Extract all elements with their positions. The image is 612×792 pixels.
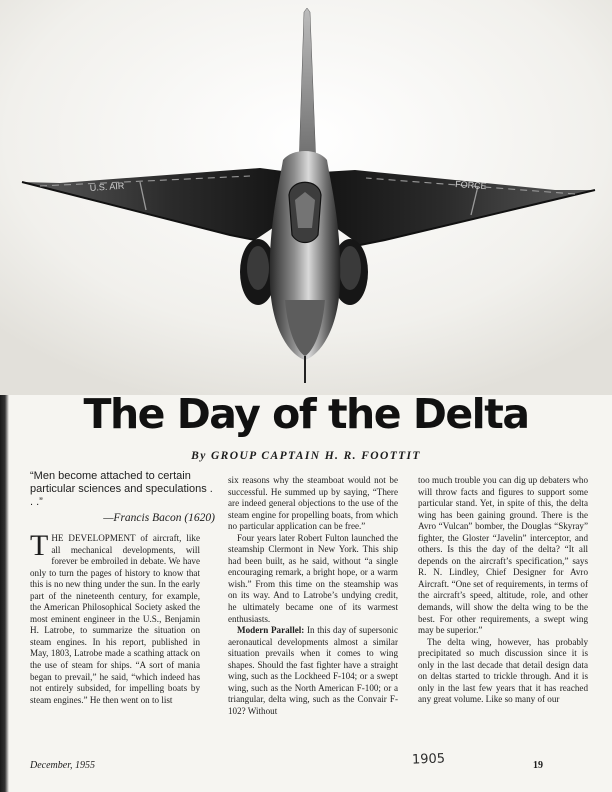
epigraph-attribution: —Francis Bacon (1620)	[103, 512, 215, 524]
drop-cap: T	[30, 529, 49, 562]
article-byline: By GROUP CAPTAIN H. R. FOOTTIT	[191, 450, 421, 462]
paragraph: too much trouble you can dig up debaters who will throw facts and figures to support some particular stand. Yet, in spite of this, the delta wing has been gaining ground. There is the Avro “Vulcan” bomber, the Douglas “Skyray” fighter, the Gloster “Javelin” interceptor, and others. Is this the day of the delta? “It all depends on the aircraft’s specification,” says R. N. Lindley, Chief Designer for Avro Aircraft. “One set of requirements, in terms of the aircraft’s speed, altitude, role, and other demands, will show the delta wing to be the best. For other requirements, a swept wing may be superior.”	[418, 475, 588, 636]
subhead-runin: Modern Parallel:	[237, 625, 305, 636]
svg-text:FORCE: FORCE	[454, 179, 487, 192]
epigraph	[30, 470, 215, 525]
paragraph	[30, 529, 200, 706]
article-title: The Day of the Delta	[83, 390, 529, 438]
text-column-3	[418, 475, 588, 706]
text-column-2	[228, 475, 398, 717]
paragraph: The delta wing, however, has probably precipitated so much discussion since it is only in the last decade that detail design data on deltas started to trickle through. And it is only in the last few years that it has reached any great volume. Like so many of our	[418, 636, 588, 705]
paragraph: Four years later Robert Fulton launched the steamship Clermont in New York. This ship had been built, as he said, without “a single encouraging remark, a bright hope, or a warm wish.” From this time on the steamship was on its way. And to Latrobe’s undying credit, he ultimately became one of its warmest enthusiasts.	[228, 532, 398, 624]
delta-jet-photo	[0, 0, 612, 395]
page-number: 19	[533, 760, 543, 771]
issue-date: December, 1955	[30, 760, 95, 771]
text-column-1	[30, 529, 200, 706]
paragraph-text: In this day of supersonic aeronautical developments almost a similar situation prevails when it comes to wing shapes. Should the fast fighter have a straight wing, such as the Lockheed F-104; or a swept wing, such as the North American F-100; or a triangular, delta wing, such as the Convair F-102? Without	[228, 625, 398, 716]
paragraph	[228, 625, 398, 717]
paragraph: six reasons why the steamboat would not be successful. He summed up by saying, “There are indeed general objections to the use of the steam engine for propelling boats, from which no particular application can be free.”	[228, 475, 398, 532]
handwritten-note: 1905	[411, 751, 446, 768]
paragraph-text: HE DEVELOPMENT of aircraft, like all mechanical developments, will forever be embroiled in debate. We have only to turn the pages of history to know that this is no new thing under the sun. In the early part of the nineteenth century, for example, the American Philosophical Society asked the most eminent engineer in the U.S., Benjamin H. Latrobe, to summarize the situation on steam engines. In his report, published in May, 1803, Latrobe made a scathing attack on the use of steam for ships. “A sort of mania began to prevail,” he said, “which indeed has not entirely subsided, for impelling boats by steam engines.” He then went on to list	[30, 533, 200, 705]
svg-text:U.S. AIR: U.S. AIR	[89, 180, 125, 193]
epigraph-quote: “Men become attached to certain particular sciences and speculations . . .”	[30, 470, 213, 508]
